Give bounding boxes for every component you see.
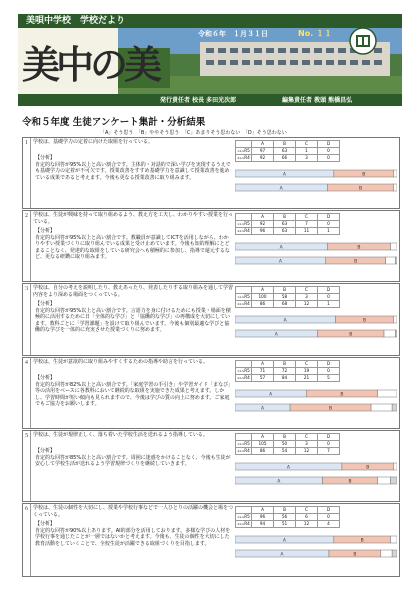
table-header-cell: C (296, 507, 318, 514)
bar-segment-label: A (279, 245, 283, 251)
table-row (236, 227, 340, 234)
table-cell: 68 (274, 300, 296, 307)
survey-item (22, 283, 400, 356)
stacked-bar-chart (235, 166, 397, 202)
bar-segment-label: B (362, 172, 366, 178)
bar-segment-c (394, 463, 397, 470)
item-number: ４ (23, 358, 31, 428)
row-year: R5 (244, 293, 250, 299)
bar-segment-d (391, 477, 397, 484)
bar-segment-label: B (357, 245, 361, 251)
row-group-label: ①④⑤ (237, 442, 245, 446)
table-header-cell: C (296, 214, 318, 221)
table-row (236, 513, 340, 520)
item-statement: 学校は、自分の考えを説明したり、教えあったり、発表したりする取り組みを通して学習内容をより深める場面をつくっている。 (33, 285, 233, 298)
table-header-cell: C (296, 361, 318, 368)
bar-segment-label: B (340, 392, 344, 398)
table-cell: 0 (318, 147, 340, 154)
bar-segment-c (384, 330, 395, 337)
table-header-cell: D (318, 214, 340, 221)
item-statement: 学校は、生徒の個性を大切にし、授業や学校行事などで一人ひとりの活躍の機会と場をつくっている。 (33, 505, 234, 518)
table-cell: 12 (296, 447, 318, 454)
survey-item (22, 357, 400, 429)
item-number: ３ (23, 284, 31, 355)
table-header-cell: A (252, 214, 274, 221)
table-cell: 1 (318, 227, 340, 234)
table-cell: 54 (274, 447, 296, 454)
result-table (235, 286, 340, 308)
row-group-cell (236, 374, 252, 381)
table-cell: 63 (274, 147, 296, 154)
row-group-label: ①④⑤ (237, 222, 245, 226)
stacked-bar-chart (235, 459, 397, 495)
newsletter-logo: 美中の美 (22, 42, 159, 87)
row-group-cell (236, 300, 252, 307)
table-cell: 3 (296, 293, 318, 300)
row-group-label: ②④⑤ (237, 376, 245, 380)
table-cell: 96 (252, 513, 274, 520)
result-table (235, 360, 340, 382)
analysis-text: 肯定的な回答が95%以上と高い割合です。主体的・対話的で深い学びを実現するうえでも基礎学力の定着が不可欠です。授業改善をすすめ基礎学力を意識して授業改善を進めている成果であると考えます。今後も更なる授業改善に取り組みます。 (35, 162, 231, 181)
table-cell: 12 (296, 520, 318, 527)
item-statement: 学校は、生徒が興味を持って取り組めるよう、教え方を工夫し、わかりやすい授業を行っている。 (33, 212, 234, 225)
table-cell: 0 (318, 367, 340, 374)
stacked-bar-chart (235, 386, 397, 422)
table-cell: 7 (296, 220, 318, 227)
bar-segment-label: B (359, 186, 363, 192)
table-header-cell: C (296, 434, 318, 441)
table-row (236, 154, 340, 161)
row-group-cell (236, 440, 252, 447)
stacked-bar-chart (235, 239, 397, 275)
result-table (235, 140, 340, 162)
analysis-text: 肯定的な回答が82%以上と高い割合です。「家庭学習の手引き」や学習ガイド「まなび」等の活用をベースに各教科において継続的な取組を実施できた成果と考えます。しかし、学習時間が短い傾向も見られますので、今後は学びの質の向上に努めます。ご家庭でもご協力をお願いします。 (35, 382, 231, 408)
table-cell: 86 (252, 300, 274, 307)
table-header-cell: B (274, 361, 296, 368)
table-cell: 57 (252, 374, 274, 381)
result-table (235, 213, 340, 235)
row-year: R4 (244, 520, 250, 526)
table-row (236, 447, 340, 454)
row-year: R4 (244, 447, 250, 453)
bar-segment-label: A (274, 332, 278, 338)
row-group-label: ①④⑤ (237, 515, 245, 519)
bar-segment-label: B (360, 538, 364, 544)
item-number: １ (23, 138, 31, 208)
row-group-label: ②④⑤ (237, 229, 245, 233)
row-year: R4 (244, 154, 250, 160)
table-cell: 50 (274, 440, 296, 447)
table-row (236, 367, 340, 374)
row-year: R5 (244, 513, 250, 519)
bar-segment-d (395, 330, 397, 337)
bar-segment-label: A (277, 479, 281, 485)
table-cell: 71 (252, 367, 274, 374)
table-cell: 105 (252, 440, 274, 447)
table-header-cell: B (274, 507, 296, 514)
item-number: ６ (23, 504, 31, 576)
table-cell: 92 (252, 220, 274, 227)
publisher: 発行責任者 校長 多田光次郎 (160, 97, 237, 104)
bar-segment-c (371, 404, 392, 411)
table-cell: 84 (274, 374, 296, 381)
editor: 編集責任者 教頭 熊橋昌弘 (282, 97, 353, 104)
table-cell: 97 (252, 147, 274, 154)
table-header-cell: D (318, 434, 340, 441)
table-header-cell: D (318, 507, 340, 514)
school-name: 美唄中学校 学校だより (26, 16, 126, 26)
table-header-cell: B (274, 141, 296, 148)
result-table (235, 433, 340, 455)
bar-segment-c (386, 257, 396, 264)
table-cell: 0 (318, 513, 340, 520)
table-cell: 92 (252, 154, 274, 161)
table-header-cell: B (274, 214, 296, 221)
bar-segment-c (381, 550, 392, 557)
survey-item (22, 430, 400, 502)
bar-segment-c (391, 536, 397, 543)
analysis-heading: 【分析】 (35, 228, 56, 234)
table-row (236, 293, 340, 300)
analysis-heading: 【分析】 (35, 521, 56, 527)
stacked-bar-chart (235, 532, 397, 568)
analysis-heading: 【分析】 (35, 155, 56, 161)
bar-segment-label: A (283, 318, 287, 324)
row-year: R4 (244, 227, 250, 233)
table-cell: 86 (252, 447, 274, 454)
table-cell: 0 (318, 440, 340, 447)
bar-segment-label: A (282, 538, 286, 544)
row-group-cell (236, 147, 252, 154)
table-cell: 21 (296, 374, 318, 381)
bar-segment-label: A (260, 406, 265, 412)
table-row (236, 440, 340, 447)
row-group-cell (236, 154, 252, 161)
bar-segment-label: A (286, 465, 291, 471)
bar-segment-label: B (353, 552, 357, 558)
item-statement: 学校は、生徒が規律正しく、落ち着いた学校生活を送れるよう指導している。 (33, 432, 208, 438)
table-header-cell: A (252, 361, 274, 368)
table-cell: 4 (318, 520, 340, 527)
row-group-label: ①④⑤ (237, 149, 245, 153)
table-cell: 11 (296, 227, 318, 234)
row-group-label: ②④⑤ (237, 302, 245, 306)
table-cell: 19 (296, 367, 318, 374)
row-group-label: ②④⑤ (237, 156, 245, 160)
bar-segment-c (378, 390, 397, 397)
analysis-heading: 【分析】 (35, 448, 56, 454)
table-cell: 3 (296, 154, 318, 161)
bar-segment-label: B (354, 259, 358, 265)
survey-item (22, 137, 400, 209)
bar-segment-label: B (366, 465, 370, 471)
item-statement: 学校は、生徒が意欲的に取り組みやすくするための指導や助言を行っている。 (33, 359, 209, 365)
table-cell: 0 (318, 220, 340, 227)
stacked-bar-chart (235, 312, 397, 348)
table-header-cell: A (252, 434, 274, 441)
page-title: 令和５年度 生徒アンケート集計・分析結果 (22, 117, 206, 128)
table-cell: 72 (274, 367, 296, 374)
row-group-label: ②④⑤ (237, 449, 245, 453)
analysis-text: 肯定的な回答が95%以上と高い割合です。言語力を身に付けるためにも授業・場面を積極的に活用するために日「全体的な学び」と「協働的な学び」の再構成を大切にしています。教科ごとに「学習課題」を設けて取り組んでいます。今後も個別最適な学びと協働的な学びを一体的に充実させた授業づくりに努めます。 (35, 308, 231, 334)
table-row (236, 300, 340, 307)
table-cell: 56 (274, 513, 296, 520)
table-header-cell: A (252, 141, 274, 148)
bar-segment-c (378, 477, 391, 484)
analysis-text: 肯定的な回答が85%以上と高い割合です。周囲に迷惑をかけることなく、今後も生徒が安心して学校生活が送れるよう学習規律づくりを継続していきます。 (35, 455, 231, 468)
survey-item (22, 503, 400, 577)
row-group-label: ②④⑤ (237, 522, 245, 526)
row-group-cell (236, 513, 252, 520)
bar-segment-label: A (279, 186, 283, 192)
table-cell: 5 (318, 374, 340, 381)
table-cell: 66 (274, 154, 296, 161)
table-cell: 12 (296, 300, 318, 307)
table-header-cell: B (274, 287, 296, 294)
bar-segment-label: B (363, 318, 367, 324)
table-header-cell: A (252, 287, 274, 294)
table-header-cell: D (318, 141, 340, 148)
row-year: R4 (244, 300, 250, 306)
table-cell: 0 (318, 154, 340, 161)
row-year: R5 (244, 220, 250, 226)
row-group-cell (236, 367, 252, 374)
table-cell: 1 (296, 147, 318, 154)
bar-segment-c (394, 184, 397, 191)
row-year: R4 (244, 374, 250, 380)
row-year: R5 (244, 440, 250, 446)
table-header-cell: D (318, 361, 340, 368)
rating-scale: 「A」そう思う 「B」ややそう思う 「C」あまりそう思わない 「D」そう思わない (100, 130, 287, 136)
table-cell: 0 (318, 293, 340, 300)
table-cell: 6 (296, 513, 318, 520)
row-group-cell (236, 447, 252, 454)
bar-segment-label: B (348, 479, 352, 485)
bar-segment-label: A (282, 172, 286, 178)
table-row (236, 220, 340, 227)
row-group-cell (236, 293, 252, 300)
table-cell: 94 (252, 520, 274, 527)
issue-number: No. １１ (298, 29, 333, 38)
bar-segment-label: B (329, 406, 333, 412)
bar-segment-d (392, 550, 397, 557)
survey-item (22, 210, 400, 282)
row-group-cell (236, 227, 252, 234)
table-header-cell: A (252, 507, 274, 514)
table-row (236, 147, 340, 154)
table-cell: 3 (296, 440, 318, 447)
analysis-heading: 【分析】 (35, 375, 56, 381)
table-cell: 7 (318, 447, 340, 454)
analysis-text: 肯定的な回答が90%以上あります。AI的部分を活用しております。多様な学びの人材を学校行事を通じたことが一層ではないかと考えます。今後も、生徒の個性を大切にした教育活動をしていくことで、全校生徒が活躍できる取組づくりを目指します。 (35, 528, 231, 547)
bar-segment-d (395, 257, 397, 264)
bar-segment-c (394, 316, 397, 323)
school-emblem (348, 26, 378, 56)
bar-segment-label: B (349, 332, 353, 338)
bar-segment-label: A (278, 259, 282, 265)
bar-segment-c (391, 243, 397, 250)
bar-segment-d (392, 404, 397, 411)
bar-segment-label: A (280, 552, 284, 558)
table-header-cell: D (318, 287, 340, 294)
row-group-label: ①④⑤ (237, 295, 245, 299)
bar-segment-label: A (269, 392, 273, 398)
table-cell: 100 (252, 293, 274, 300)
table-row (236, 374, 340, 381)
table-header-cell: C (296, 141, 318, 148)
bar-segment-c (394, 170, 397, 177)
table-cell: 51 (274, 520, 296, 527)
issue-date: 令和６年 １月３１日 (198, 30, 268, 38)
row-year: R5 (244, 147, 250, 153)
item-statement: 学校は、基礎学力の定着に向けた取組を行っている。 (33, 139, 154, 145)
table-cell: 96 (252, 227, 274, 234)
analysis-heading: 【分析】 (35, 301, 56, 307)
row-group-label: ①④⑤ (237, 369, 245, 373)
item-number: ５ (23, 431, 31, 501)
table-cell: 58 (274, 293, 296, 300)
result-table (235, 506, 340, 528)
analysis-text: 肯定的な回答が95%以上と高い割合です。教職員が意識してICTを活用しながら、わかりやすい授業づくりに取り組んでいる成果と受け止めています。今後も知的理解にとどまることなく、発達的な取組をしている研究会へも積極的に参加し、指導で還元するなど、更なる研鑽に取り組みます。 (35, 235, 230, 261)
item-number: ２ (23, 211, 31, 281)
table-header-cell: C (296, 287, 318, 294)
table-row (236, 520, 340, 527)
table-cell: 63 (274, 227, 296, 234)
table-cell: 1 (318, 300, 340, 307)
row-group-cell (236, 520, 252, 527)
table-header-cell: B (274, 434, 296, 441)
table-cell: 63 (274, 220, 296, 227)
row-group-cell (236, 220, 252, 227)
row-year: R5 (244, 367, 250, 373)
